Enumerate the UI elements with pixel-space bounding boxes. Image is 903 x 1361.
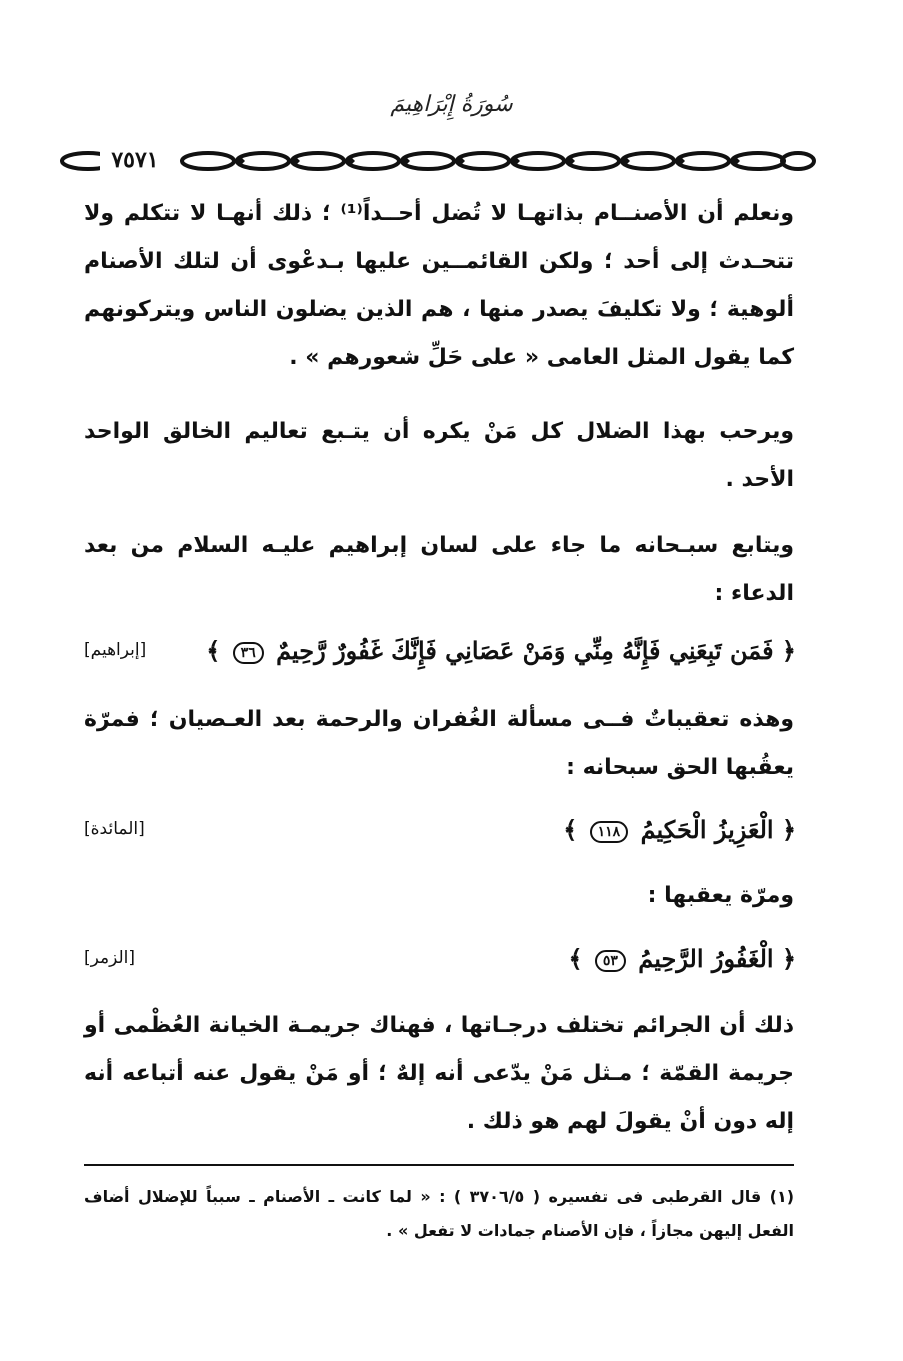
page-number: ٧٥٧١ xyxy=(100,147,170,173)
paragraph-3: ويتابع سبـحانه ما جاء على لسان إبراهيم عليـه السلام من بعد الدعاء : xyxy=(84,533,794,606)
surah-reference: [المائدة] xyxy=(84,819,145,839)
quran-verse xyxy=(568,944,796,973)
surah-title: سُورَةُ إِبْرَاهِيمَ xyxy=(390,92,513,117)
verse-close-bracket: ﴾ xyxy=(206,636,221,665)
verse-number-marker: ٣٦ xyxy=(233,642,264,664)
verse-row-3 xyxy=(84,944,796,984)
verse-number-marker: ٥٣ xyxy=(595,950,626,972)
quran-verse xyxy=(563,815,796,844)
verse-row-1 xyxy=(84,636,796,676)
surah-reference: [الزمر] xyxy=(84,948,136,968)
surah-reference: [إبراهيم] xyxy=(84,640,147,660)
footnote-divider xyxy=(84,1164,794,1166)
paragraph-6: ذلك أن الجرائم تختلف درجـاتها ، فهناك جريمـة الخيانة العُظْمى أو جريمة القمّة ؛ مـثل مَنْ يدّعى أنه إلهٌ ؛ أو مَنْ يقول عنه أتباعه أنه إله دون أنْ يقولَ لهم هو ذلك . xyxy=(84,1013,794,1134)
footnote: (١) قال القرطبى فى تفسيره ( ٣٧٠٦/٥ ) : « لما كانت ـ الأصنام ـ سبباً للإضلال أضاف الفعل إليهن مجازاً ، فإن الأصنام جمادات لا تفعل » . xyxy=(84,1187,795,1240)
verse-close-bracket: ﴾ xyxy=(568,944,583,973)
paragraph-2: ويرحب بهذا الضلال كل مَنْ يكره أن يتـبع تعاليم الخالق الواحد الأحد . xyxy=(84,419,794,492)
paragraph-4: وهذه تعقيباتٌ فــى مسألة الغُفران والرحمة بعد العـصيان ؛ فمرّة يعقُبها الحق سبحانه : xyxy=(84,707,794,780)
verse-row-2 xyxy=(84,815,796,855)
quran-verse xyxy=(206,636,796,665)
verse-number-marker: ١١٨ xyxy=(590,821,629,843)
verse-text: ﴿ الْغَفُورُ الرَّحِيمُ xyxy=(638,944,796,973)
verse-close-bracket: ﴾ xyxy=(563,815,578,844)
paragraph-5: ومرّة يعقبها : xyxy=(647,883,794,908)
verse-text: ﴿ الْعَزِيزُ الْحَكِيمُ xyxy=(640,815,796,844)
verse-text: ﴿ فَمَن تَبِعَنِي فَإِنَّهُ مِنِّي وَمَنْ عَصَانِي فَإِنَّكَ غَفُورٌ رَّحِيمٌ xyxy=(276,636,796,665)
header-ornament xyxy=(58,148,818,174)
paragraph-1: ونعلم أن الأصنــام بذاتهـا لا تُضل أحــداً⁽¹⁾ ؛ ذلك أنهـا لا تتكلم ولا تتحـدث إلى أحد ؛ ولكن القائمــين عليها بـدعْوى أن لتلك الأصنام ألوهية ؛ ولا تكليفَ يصدر منها ، هم الذين يضلون الناس ويتركونهم كما يقول المثل العامى « على حَلِّ شعورهم » . xyxy=(84,201,794,370)
